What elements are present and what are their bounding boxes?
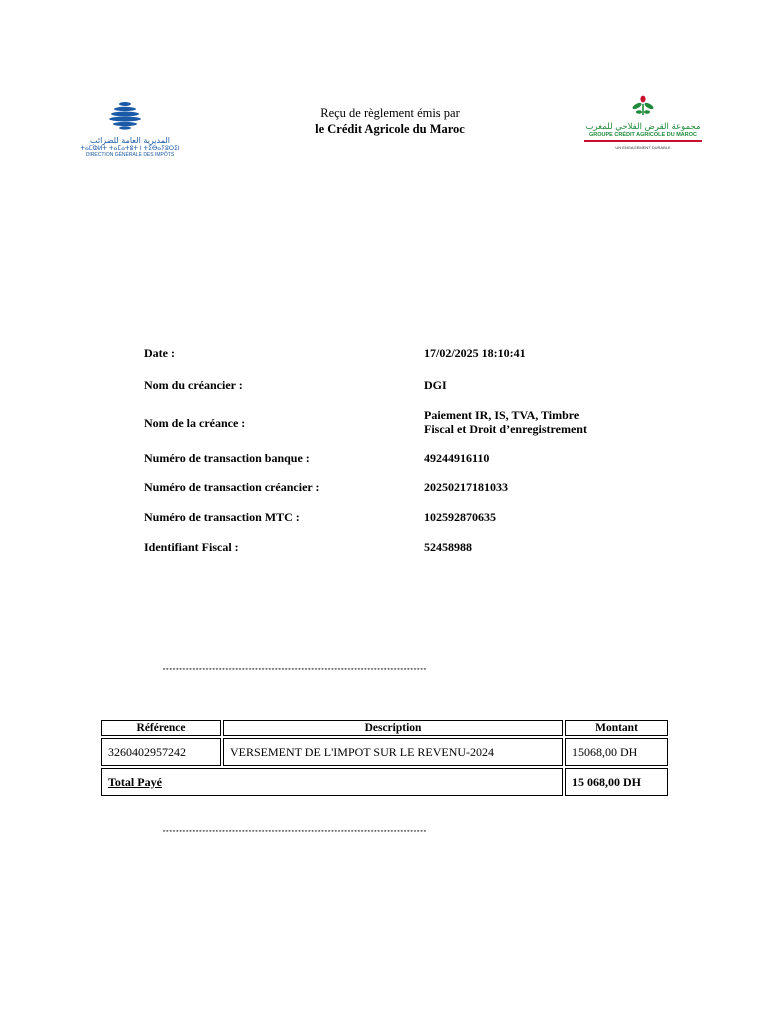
col-header-description: Description [223,720,563,736]
info-label: Nom de la créance : [144,416,246,430]
info-value: 102592870635 [424,510,496,524]
info-label: Date : [144,346,175,360]
info-value: 52458988 [424,540,472,554]
dgi-tifinagh-text: ⵜⴰⵎⵀⵍⵜ ⵜⴰⵎⴰⵜⵓⵜ ⵏ ⵜⵉⴱⴰⵢⵓⵔⵉⵏ [80,145,180,152]
payment-table [99,718,670,798]
info-value-line2: Fiscal et Droit d’enregistrement [424,422,587,436]
receipt-title-line1: Reçu de règlement émis par [320,106,460,120]
total-label-cell [101,768,563,796]
separator-bottom: ******************************************************************************** [162,830,427,838]
table-row [101,738,668,766]
dgi-arabic-text: المديرية العامة للضرائب [90,136,170,145]
cam-arabic-text: مجموعة القرض الفلاحي للمغرب [585,122,701,132]
separator-top: ******************************************************************************** [162,668,427,676]
cell-description: VERSEMENT DE L'IMPOT SUR LE REVENU-2024 [223,738,563,766]
total-label: Total Payé [108,774,162,789]
cam-tagline: UN ENGAGEMENT DURABLE [615,145,671,150]
info-label: Nom du créancier : [144,378,243,392]
total-amount: 15 068,00 DH [565,768,668,796]
dgi-french-text: DIRECTION GÉNÉRALE DES IMPÔTS [85,152,175,158]
info-value: Paiement IR, IS, TVA, Timbre [424,408,580,422]
dgi-logo [70,100,190,158]
info-label: Numéro de transaction créancier : [144,480,320,494]
info-label: Numéro de transaction banque : [144,451,310,465]
cell-amount: 15068,00 DH [565,738,668,766]
receipt-title-line2: le Crédit Agricole du Maroc [315,122,465,136]
table-total-row [101,768,668,796]
info-value: 17/02/2025 18:10:41 [424,346,526,360]
dgi-emblem-icon [70,100,190,130]
table-header-row [101,720,668,736]
info-value: 20250217181033 [424,480,508,494]
cell-reference: 3260402957242 [101,738,221,766]
cam-divider [584,140,702,142]
info-value: DGI [424,378,447,392]
col-header-reference: Référence [101,720,221,736]
cam-french-text: GROUPE CRÉDIT AGRICOLE DU MAROC [589,132,697,138]
credit-agricole-emblem-icon [582,95,704,117]
info-value: 49244916110 [424,451,490,465]
info-label: Identifiant Fiscal : [144,540,239,554]
col-header-amount: Montant [565,720,668,736]
credit-agricole-logo [582,95,704,157]
receipt-title [270,105,510,137]
info-label: Numéro de transaction MTC : [144,510,300,524]
